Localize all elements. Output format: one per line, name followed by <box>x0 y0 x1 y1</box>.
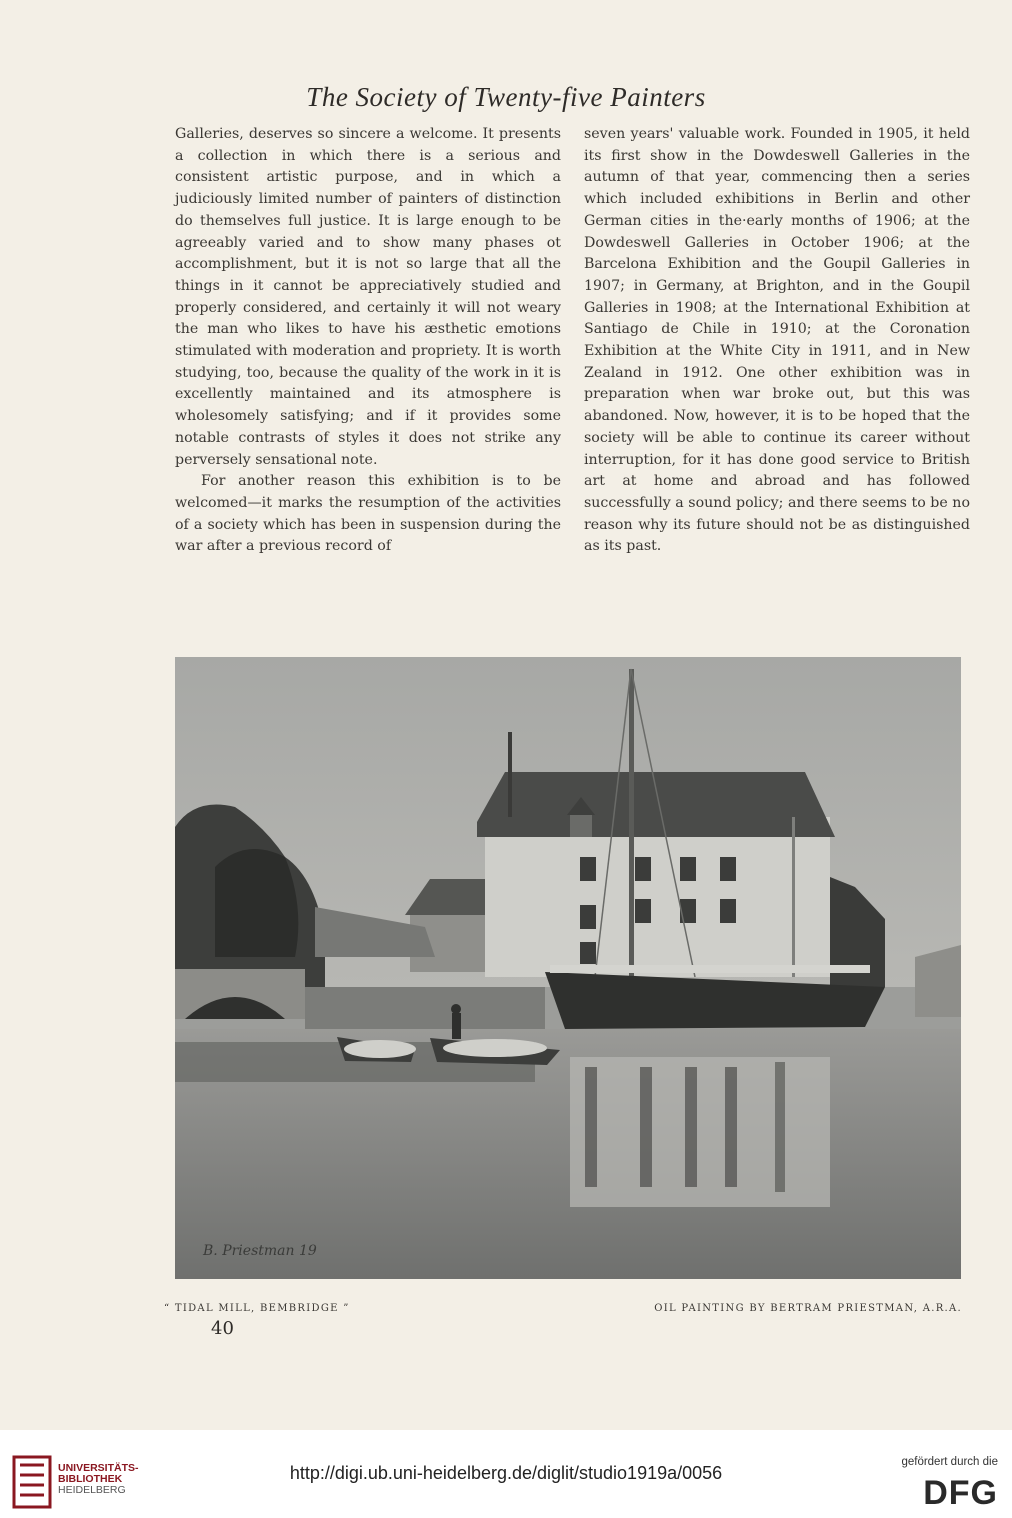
library-line-3: HEIDELBERG <box>58 1484 126 1496</box>
library-line-2: BIBLIOTHEK <box>58 1473 123 1485</box>
painting-plate <box>175 657 961 1279</box>
right-text-column <box>584 124 970 558</box>
painting-signature: B. Priestman 19 <box>203 1243 317 1259</box>
paragraph: Galleries, deserves so sincere a welcome. It presents a collection in which there is a serious and consistent artistic purpose, and in which a judiciously limited number of painters of distinction do themselves full justice. It is large enough to be agreeably varied and to show many phases ot accomplishment, but it is not so large that all the things in it cannot be appreciatively studied and properly considered, and certainly it will not weary the man who likes to have his æsthetic emotions stimulated with moderation and propriety. It is worth studying, too, because the quality of the work in it is excellently maintained and its atmosphere is wholesomely satisfying; and if it provides some notable contrasts of styles it does not strike any perversely sensational note. <box>175 126 561 468</box>
dfg-logo: DFG <box>923 1474 998 1512</box>
caption-credit: OIL PAINTING BY BERTRAM PRIESTMAN, A.R.A. <box>654 1303 962 1314</box>
running-title: The Society of Twenty-five Painters <box>306 82 706 112</box>
library-line-1: UNIVERSITÄTS- <box>58 1462 139 1474</box>
tidal-mill-painting <box>175 657 961 1279</box>
left-text-column <box>175 124 561 558</box>
source-url-link[interactable]: http://digi.ub.uni-heidelberg.de/diglit/studio1919a/0056 <box>289 1463 723 1483</box>
caption-title: “ TIDAL MILL, BEMBRIDGE ” <box>164 1303 350 1314</box>
paragraph: seven years' valuable work. Founded in 1905, it held its first show in the Dowdeswell Galleries in the autumn of that year, commencing then a series which included exhibitions in Berlin and other German cities in the·early months of 1906; at the Dowdeswell Galleries in October 1906; at the Barcelona Exhibition and the Goupil Galleries in 1907; in Germany, at Brighton, and in the Goupil Galleries in 1908; at the International Exhibition at Santiago de Chile in 1910; at the Coronation Exhibition at the White City in 1911, and in New Zealand in 1912. One other exhibition was in preparation when war broke out, but this was abandoned. Now, however, it is to be hoped that the society will be able to continue its career without interruption, for it has done good service to British art at home and abroad and has followed successfully a sound policy; and there seems to be no reason why its future should not be as distinguished as its past. <box>584 126 970 555</box>
sponsor-label: gefördert durch die <box>901 1456 998 1468</box>
page-number: 40 <box>211 1318 234 1339</box>
paragraph: For another reason this exhibition is to be welcomed—it marks the resumption of the activities of a society which has been in suspension during the war after a previous record of <box>175 473 561 555</box>
digitization-footer <box>0 1430 1012 1518</box>
